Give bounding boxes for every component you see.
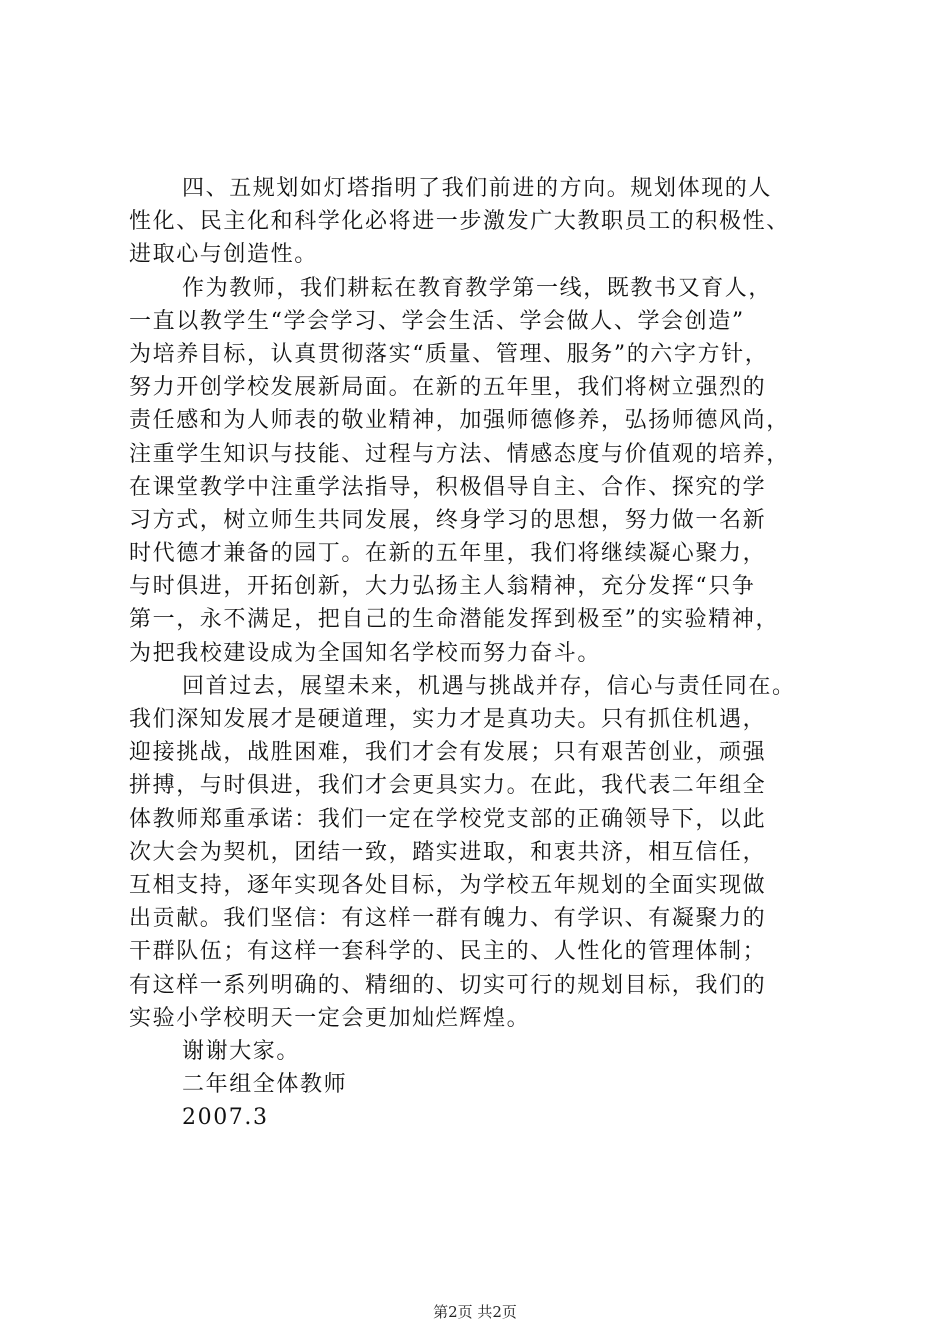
paragraph-2-line-9: 时代德才兼备的园丁。在新的五年里，我们将继续凝心聚力， [129, 541, 767, 567]
paragraph-3-line-5: 体教师郑重承诺：我们一定在学校党支部的正确领导下，以此 [129, 806, 767, 832]
paragraph-1-line-3: 进取心与创造性。 [129, 242, 318, 268]
document-body [129, 172, 851, 1134]
closing-thanks: 谢谢大家。 [182, 1038, 301, 1064]
paragraph-2-line-7: 在课堂教学中注重学法指导，积极倡导自主、合作、探究的学 [129, 474, 767, 500]
paragraph-2-line-11: 第一，永不满足，把自己的生命潜能发挥到极至”的实验精神， [129, 607, 780, 633]
paragraph-3-line-10: 有这样一系列明确的、精细的、切实可行的规划目标，我们的 [129, 972, 767, 998]
paragraph-2-line-4: 努力开创学校发展新局面。在新的五年里，我们将树立强烈的 [129, 375, 767, 401]
paragraph-2-line-6: 注重学生知识与技能、过程与方法、情感态度与价值观的培养， [129, 441, 790, 467]
paragraph-2-line-1: 作为教师，我们耕耘在教育教学第一线，既教书又育人， [182, 275, 773, 301]
paragraph-2-line-10: 与时俱进，开拓创新，大力弘扬主人翁精神，充分发挥“只争 [129, 574, 756, 600]
paragraph-2-line-8: 习方式，树立师生共同发展，终身学习的思想，努力做一名新 [129, 507, 767, 533]
paragraph-3-line-9: 干群队伍；有这样一套科学的、民主的、人性化的管理体制； [129, 939, 767, 965]
paragraph-3-line-7: 互相支持，逐年实现各处目标，为学校五年规划的全面实现做 [129, 872, 767, 898]
paragraph-2-line-12: 为把我校建设成为全国知名学校而努力奋斗。 [129, 640, 602, 666]
page-number-label: 第2页 共2页 [433, 1303, 517, 1321]
paragraph-2-line-3: 为培养目标，认真贯彻落实“质量、管理、服务”的六字方针， [129, 341, 769, 367]
paragraph-3-line-1: 回首过去，展望未来，机遇与挑战并存，信心与责任同在。 [182, 673, 796, 699]
signature-date: 2007.3 [182, 1105, 269, 1131]
paragraph-3-line-11: 实验小学校明天一定会更加灿烂辉煌。 [129, 1005, 531, 1031]
page-footer [0, 1302, 950, 1322]
paragraph-3-line-2: 我们深知发展才是硬道理，实力才是真功夫。只有抓住机遇， [129, 707, 767, 732]
paragraph-1-line-2: 性化、民主化和科学化必将进一步激发广大教职员工的积极性、 [129, 209, 790, 235]
paragraph-3-line-6: 次大会为契机，团结一致，踏实进取，和衷共济，相互信任， [129, 839, 767, 865]
paragraph-3-line-8: 出贡献。我们坚信：有这样一群有魄力、有学识、有凝聚力的 [129, 906, 767, 932]
paragraph-2-line-2: 一直以教学生“学会学习、学会生活、学会做人、学会创造” [129, 308, 745, 334]
paragraph-1-line-1: 四、五规划如灯塔指明了我们前进的方向。规划体现的人 [182, 176, 773, 201]
paragraph-3-line-4: 拼搏，与时俱进，我们才会更具实力。在此，我代表二年组全 [129, 773, 767, 799]
signature-author: 二年组全体教师 [182, 1072, 348, 1098]
paragraph-2-line-5: 责任感和为人师表的敬业精神，加强师德修养，弘扬师德风尚， [129, 408, 790, 434]
paragraph-3-line-3: 迎接挑战，战胜困难，我们才会有发展；只有艰苦创业，顽强 [129, 740, 767, 766]
